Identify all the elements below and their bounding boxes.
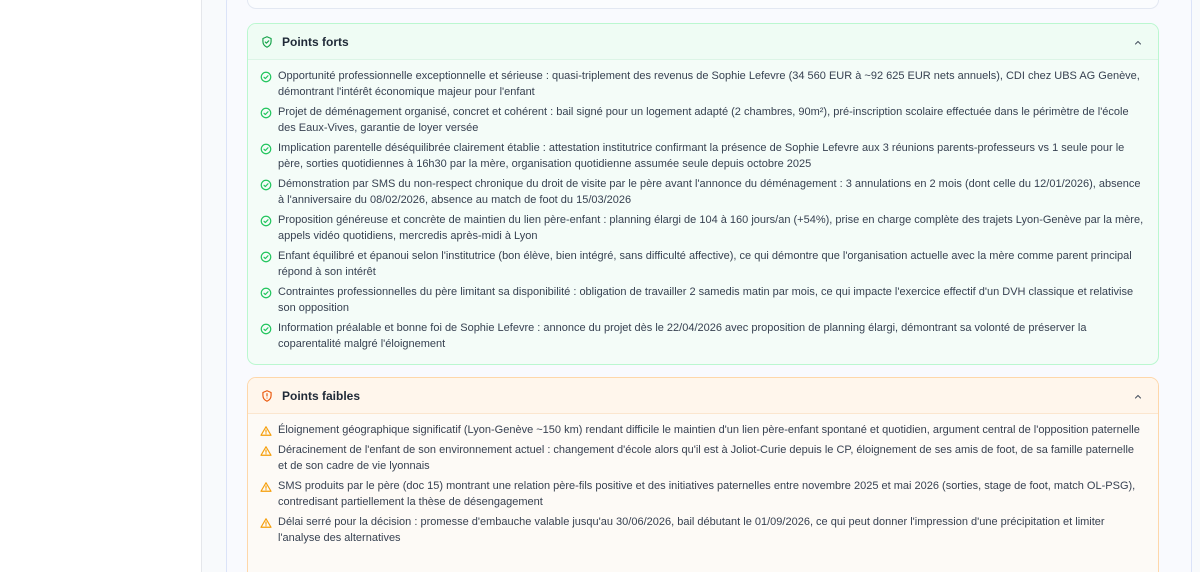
check-circle-icon (260, 70, 272, 82)
list-item (260, 104, 1144, 136)
list-item-text: Projet de déménagement organisé, concret et cohérent : bail signé pour un logement adapté (2 chambres, 90m²), pré-inscription scolaire effectuée dans le périmètre de l'école des Eaux-Vives, garantie de loyer versée (278, 106, 1129, 134)
warning-triangle-icon (260, 480, 272, 492)
points-forts-list (248, 60, 1158, 352)
main-content (202, 0, 1200, 572)
check-circle-icon (260, 250, 272, 262)
check-circle-icon (260, 286, 272, 298)
chevron-up-icon[interactable] (1132, 390, 1144, 402)
check-circle-icon (260, 178, 272, 190)
list-item-text: SMS produits par le père (doc 15) montrant une relation père-fils positive et des initiatives paternelles entre novembre 2025 et mai 2026 (sorties, stage de foot, match OL-PSG), contredisant partiellement la thèse de désengagement (278, 480, 1136, 508)
check-circle-icon (260, 106, 272, 118)
left-panel (0, 0, 202, 572)
analysis-card (226, 0, 1192, 572)
chevron-up-icon[interactable] (1132, 36, 1144, 48)
points-forts-header[interactable] (248, 24, 1158, 60)
list-item (260, 478, 1144, 510)
warning-triangle-icon (260, 424, 272, 436)
list-item-text: Éloignement géographique significatif (Lyon-Genève ~150 km) rendant difficile le maintien d'un lien père-enfant spontané et quotidien, argument central de l'opposition paternelle (278, 424, 1140, 436)
shield-alert-icon (260, 389, 274, 403)
list-item (260, 248, 1144, 280)
points-faibles-list (248, 414, 1158, 546)
list-item-text: Information préalable et bonne foi de Sophie Lefevre : annonce du projet dès le 22/04/2026 avec proposition de planning élargi, démontrant sa volonté de préserver la coparentalité malgré l'éloignement (278, 322, 1087, 350)
points-forts-section (247, 23, 1159, 365)
list-item (260, 514, 1144, 546)
list-item (260, 176, 1144, 208)
check-circle-icon (260, 142, 272, 154)
list-item (260, 68, 1144, 100)
list-item (260, 320, 1144, 352)
list-item (260, 284, 1144, 316)
list-item-text: Proposition généreuse et concrète de maintien du lien père-enfant : planning élargi de 104 à 160 jours/an (+54%), prise en charge complète des trajets Lyon-Genève par la mère, appels vidéo quotidiens, mercredis après-midi à Lyon (278, 214, 1144, 242)
list-item-text: Délai serré pour la décision : promesse d'embauche valable jusqu'au 30/06/2026, bail débutant le 01/09/2026, ce qui peut donner l'impression d'une précipitation et limiter l'analyse des alternatives (278, 516, 1105, 544)
list-item (260, 422, 1144, 438)
previous-section (247, 0, 1159, 9)
list-item-text: Déracinement de l'enfant de son environnement actuel : changement d'école alors qu'il est à Joliot-Curie depuis le CP, éloignement de ses amis de foot, de sa famille paternelle et de son cadre de vie lyonnais (278, 444, 1135, 472)
warning-triangle-icon (260, 444, 272, 456)
shield-check-icon (260, 35, 274, 49)
list-item (260, 140, 1144, 172)
list-item (260, 212, 1144, 244)
list-item-text: Enfant équilibré et épanoui selon l'institutrice (bon élève, bien intégré, sans difficulté affective), ce qui démontre que l'organisation actuelle avec la mère comme parent principal répond à son intérêt (278, 250, 1132, 278)
list-item-text: Implication parentelle déséquilibrée clairement établie : attestation institutrice confirmant la présence de Sophie Lefevre aux 3 réunions parents-professeurs vs 1 seule pour le père, sorties quotidiennes à 16h30 par la mère, organisation quotidienne assumée seule depuis octobre 2025 (278, 142, 1125, 170)
list-item-text: Opportunité professionnelle exceptionnelle et sérieuse : quasi-triplement des revenus de Sophie Lefevre (34 560 EUR à ~92 625 EUR nets annuels), CDI chez UBS AG Genève, démontrant l'intérêt économique majeur pour l'enfant (278, 70, 1140, 98)
points-faibles-header[interactable] (248, 378, 1158, 414)
list-item-text: Démonstration par SMS du non-respect chronique du droit de visite par le père avant l'annonce du déménagement : 3 annulations en 2 mois (dont celle du 12/01/2026), absence à l'anniversaire du 08/02/2026, absence au match de foot du 15/03/2026 (278, 178, 1141, 206)
points-forts-title: Points forts (282, 34, 349, 49)
check-circle-icon (260, 214, 272, 226)
list-item-text: Contraintes professionnelles du père limitant sa disponibilité : obligation de travailler 2 samedis matin par mois, ce qui impacte l'exercice effectif d'un DVH classique et relativise son opposition (278, 286, 1134, 314)
check-circle-icon (260, 322, 272, 334)
warning-triangle-icon (260, 516, 272, 528)
points-faibles-section (247, 377, 1159, 572)
list-item (260, 442, 1144, 474)
points-faibles-title: Points faibles (282, 388, 361, 403)
